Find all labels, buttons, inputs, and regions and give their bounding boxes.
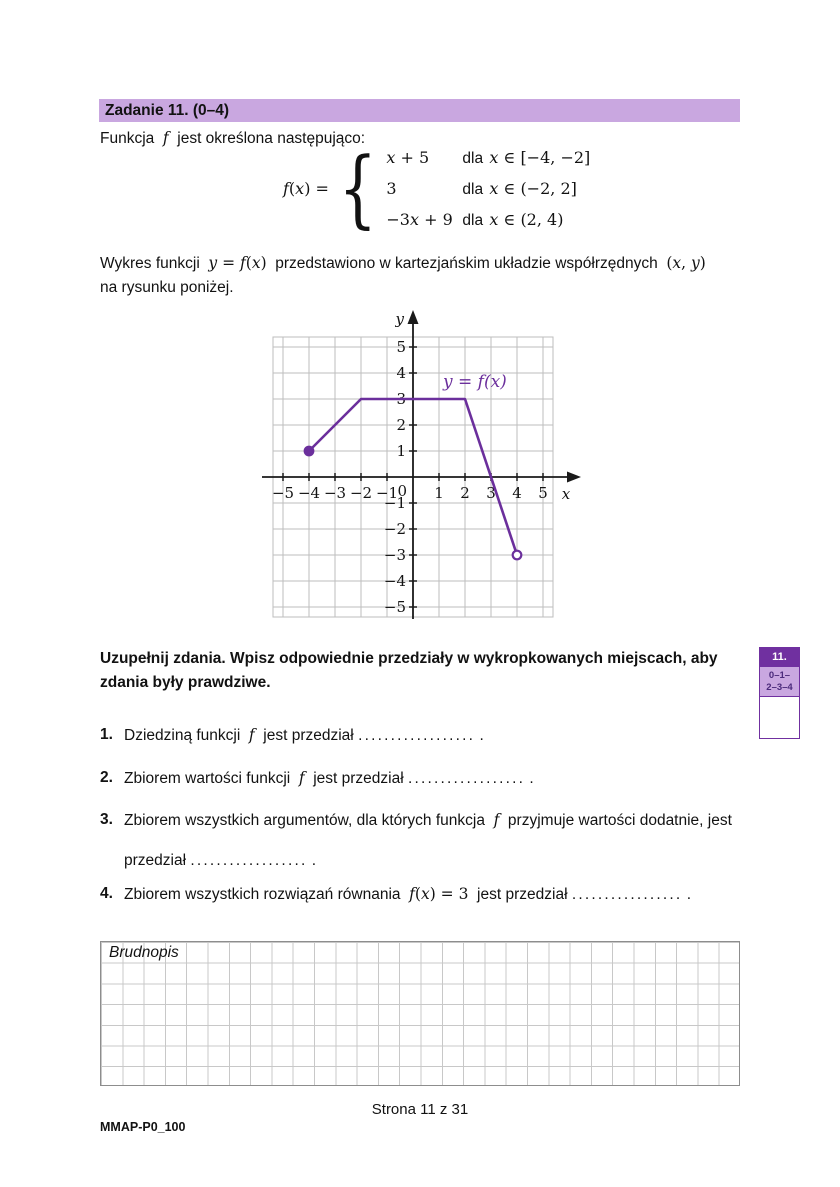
answer-blank-4[interactable]: ................. bbox=[571, 886, 683, 903]
statement-number: 1. bbox=[100, 726, 113, 743]
case-dla: dla bbox=[462, 212, 484, 229]
answer-blank-3[interactable]: .................. bbox=[190, 852, 308, 869]
svg-text:−5: −5 bbox=[383, 598, 406, 616]
case-expr: −3x + 9 bbox=[386, 210, 453, 229]
page-number: Strona 11 z 31 bbox=[371, 1101, 469, 1118]
svg-text:3: 3 bbox=[486, 484, 496, 502]
svg-text:−4: −4 bbox=[297, 484, 321, 502]
scratchpad-grid bbox=[100, 941, 740, 1086]
svg-text:2: 2 bbox=[460, 484, 470, 502]
statement-4 bbox=[100, 881, 750, 908]
intro-text: Funkcja f jest określona następująco: bbox=[100, 129, 366, 147]
statement-text: Zbiorem wszystkich argumentów, dla których funkcja f przyjmuje wartości dodatnie, jest przedział bbox=[124, 811, 732, 869]
function-graph bbox=[250, 303, 590, 633]
case-expr: 3 bbox=[386, 179, 397, 198]
svg-text:−4: −4 bbox=[383, 572, 406, 590]
case-cond: x ∈ (2, 4) bbox=[489, 210, 564, 229]
svg-text:5: 5 bbox=[538, 484, 548, 502]
svg-text:−3: −3 bbox=[383, 546, 406, 564]
svg-text:y = f(x): y = f(x) bbox=[443, 372, 507, 392]
function-lhs: f(x) = bbox=[283, 179, 329, 198]
exam-sheet-code: MMAP-P0_100 bbox=[100, 1120, 186, 1134]
score-scale-line1: 0–1– bbox=[768, 670, 791, 681]
score-box bbox=[759, 647, 800, 739]
task-header: Zadanie 11. (0–4) bbox=[99, 99, 740, 122]
statement-1 bbox=[100, 722, 750, 749]
statement-end: . bbox=[307, 852, 317, 869]
score-box-empty-cell bbox=[760, 697, 799, 738]
statement-number: 2. bbox=[100, 769, 113, 786]
answer-blank-2[interactable]: .................. bbox=[408, 770, 526, 787]
svg-text:−1: −1 bbox=[383, 494, 406, 512]
svg-text:3: 3 bbox=[396, 390, 406, 408]
statement-text: Zbiorem wartości funkcji f jest przedział bbox=[124, 769, 408, 787]
svg-text:1: 1 bbox=[396, 442, 406, 460]
answer-blank-1[interactable]: .................. bbox=[358, 727, 476, 744]
svg-text:1: 1 bbox=[434, 484, 444, 502]
svg-text:−2: −2 bbox=[349, 484, 373, 502]
statement-text: Zbiorem wszystkich rozwiązań równania f(x) = 3 jest przedział bbox=[124, 885, 572, 903]
svg-text:2: 2 bbox=[396, 416, 406, 434]
scratchpad-label: Brudnopis bbox=[109, 944, 179, 961]
statement-end: . bbox=[525, 770, 534, 787]
statement-number: 3. bbox=[100, 811, 113, 828]
svg-text:0: 0 bbox=[397, 482, 407, 500]
statement-2 bbox=[100, 765, 750, 792]
svg-text:5: 5 bbox=[396, 338, 406, 356]
instruction-text: Uzupełnij zdania. Wpisz odpowiednie przedziały w wykropkowanych miejscach, aby zdania były prawdziwe. bbox=[100, 650, 718, 691]
function-cases bbox=[386, 148, 590, 230]
svg-text:−5: −5 bbox=[271, 484, 295, 502]
statement-number: 4. bbox=[100, 885, 113, 902]
case-cond: x ∈ (−2, 2] bbox=[489, 179, 577, 198]
svg-text:−2: −2 bbox=[383, 520, 406, 538]
svg-text:−1: −1 bbox=[375, 484, 399, 502]
case-cond: x ∈ [−4, −2] bbox=[489, 148, 591, 167]
case-dla: dla bbox=[462, 181, 484, 198]
case-dla: dla bbox=[462, 150, 484, 167]
svg-text:4: 4 bbox=[512, 484, 522, 502]
statement-end: . bbox=[682, 886, 692, 903]
case-expr: x + 5 bbox=[386, 148, 430, 167]
curly-brace: { bbox=[338, 139, 377, 238]
score-box-scale bbox=[760, 666, 799, 697]
svg-text:x: x bbox=[561, 485, 571, 503]
svg-text:4: 4 bbox=[396, 364, 406, 382]
statement-3 bbox=[100, 800, 750, 881]
graph-intro-text: Wykres funkcji y = f(x) przedstawiono w kartezjańskim układzie współrzędnych (x, y) na rysunku poniżej. bbox=[100, 254, 706, 296]
svg-text:y: y bbox=[395, 310, 404, 328]
score-box-task-number: 11. bbox=[760, 648, 799, 666]
statement-text: Dziedziną funkcji f jest przedział bbox=[124, 726, 359, 744]
function-definition bbox=[283, 139, 591, 238]
svg-text:−3: −3 bbox=[323, 484, 347, 502]
score-scale-line2: 2–3–4 bbox=[766, 681, 793, 693]
statement-end: . bbox=[475, 727, 484, 744]
